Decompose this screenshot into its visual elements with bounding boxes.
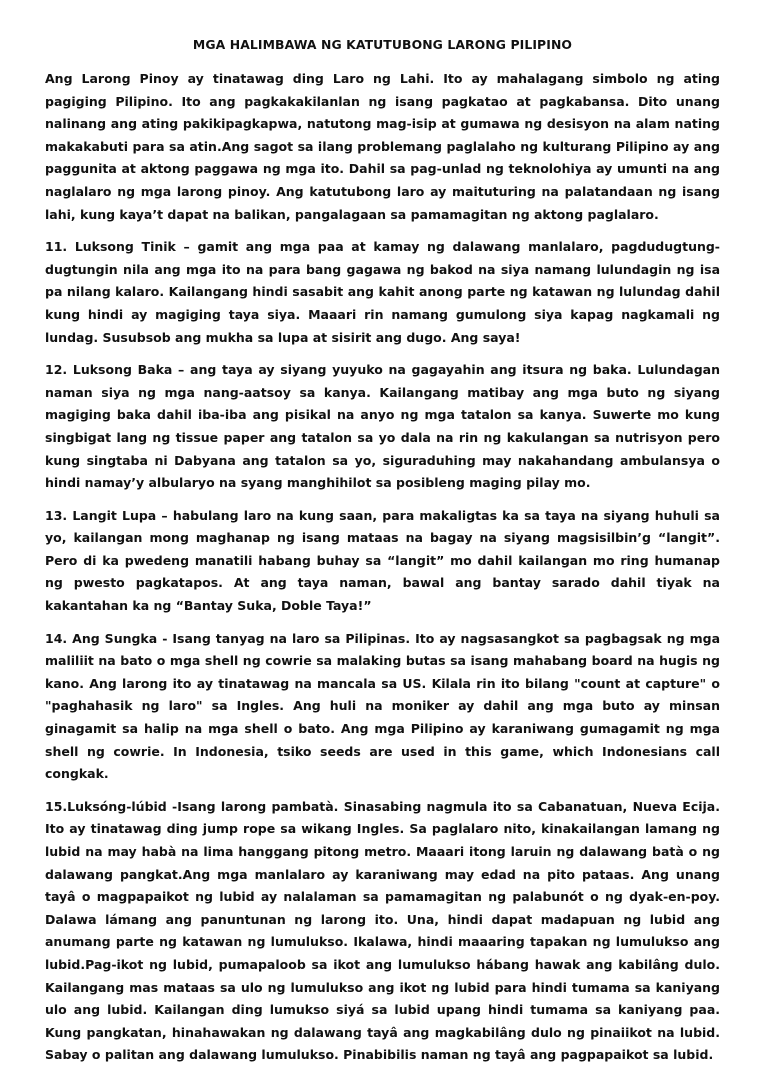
paragraph-luksong-lubid: 15.Luksóng-lúbid -Isang larong pambatà. Sinasabing nagmula ito sa Cabanatuan, Nueva Ecija. Ito ay tinatawag ding jump rope sa wikang Ingles. Sa paglalaro nito, kinakailangan lamang ng lubid na may habà na lima hanggang pitong metro. Maaari itong laruin ng dalawang batà o ng dalawang pangkat.Ang mga manlalaro ay karaniwang may edad na pito pataas. Ang unang tayâ o magpapaikot ng lubid ay nalalaman sa pamamagitan ng palabunót o ng dyak-en-poy. Dalawa lámang ang panuntunan ng larong ito. Una, hindi dapat madapuan ng lubid ang anumang parte ng katawan ng lumulukso. Ikalawa, hindi maaaring tapakan ng lumulukso ang lubid.Pag-ikot ng lubid, pumapaloob sa ikot ang lumulukso hábang hawak ang kabilâng dulo. Kailangang mas mataas sa ulo ng lumulukso ang ikot ng lubid para hindi tumama sa kaniyang ulo ang lubid. Kailangan ding lumukso siyá sa lubid upang hindi tumama sa kaniyang paa. Kung pangkatan, hinahawakan ng dalawang tayâ ang magkabilâng dulo ng pinaiikot na lubid. Sabay o palitan ang dalawang lumulukso. Pinabibilis naman ng tayâ ang pagpapaikot sa lubid. bbox=[45, 798, 720, 1063]
document-title: MGA HALIMBAWA NG KATUTUBONG LARONG PILIPINO bbox=[192, 37, 573, 52]
paragraph-luksong-tinik: 11. Luksong Tinik – gamit ang mga paa at kamay ng dalawang manlalaro, pagdudugtung-dugtungin nila ang mga ito na para bang gagawa ng bakod na siya namang lulundagin ng isa pa nilang kalaro. Kailangang hindi sasabit ang kahit anong parte ng katawan ng lulundag dahil kung hindi ay magiging taya siya. Maaari rin namang gumulong siya kapag nagkamali ng lundag. Susubsob ang mukha sa lupa at sisirit ang dugo. Ang saya! bbox=[45, 239, 720, 345]
paragraph-langit-lupa: 13. Langit Lupa – habulang laro na kung saan, para makaligtas ka sa taya na siyang huhuli sa yo, kailangan mong maghanap ng isang mataas na bagay na siyang magsisilbin’g “langit”. Pero di ka pwedeng manatili habang buhay sa “langit” mo dahil kailangan mo ring humanap ng pwesto pagkatapos. At ang taya naman, bawal ang bantay sarado dahil tiyak na kakantahan ka ng “Bantay Suka, Doble Taya!” bbox=[45, 507, 720, 614]
paragraph-luksong-baka: 12. Luksong Baka – ang taya ay siyang yuyuko na gagayahin ang itsura ng baka. Lulundagan naman siya ng mga nang-aatsoy sa kanya. Kailangang matibay ang mga buto ng siyang magiging baka dahil iba-iba ang pisikal na anyo ng mga tatalon sa kanya. Suwerte mo kung singbigat lang ng tissue paper ang tatalon sa yo dala na rin ng kakulangan sa nutrisyon pero kung singtaba ni Dabyana ang tatalon sa yo, siguraduhing may nakahandang ambulansya o hindi namay’y albularyo na syang manghihilot sa posibleng maging pilay mo. bbox=[45, 362, 720, 491]
intro-paragraph: Ang Larong Pinoy ay tinatawag ding Laro ng Lahi. Ito ay mahalagang simbolo ng ating pagiging Pilipino. Ito ang pagkakakilanlan ng isang pagkatao at pagkabansa. Dito unang nalinang ang ating pakikipagkapwa, natutong mag-isip at gumawa ng desisyon na alam nating makakabuti para sa atin.Ang sagot sa ilang problemang paglalaho ng kulturang Pilipino ay ang paggunita at aktong paggawa ng mga ito. Dahil sa pag-unlad ng teknolohiya ay umunti na ang naglalaro ng mga larong pinoy. Ang katutubong laro ay maituturing na palatandaan ng isang lahi, kung kaya’t dapat na balikan, pangalagaan sa pamamagitan ng aktong paglalaro. bbox=[45, 71, 720, 222]
paragraph-sungka: 14. Ang Sungka - Isang tanyag na laro sa Pilipinas. Ito ay nagsasangkot sa pagbagsak ng mga maliliit na bato o mga shell ng cowrie sa malaking butas sa isang mahabang board na hugis ng kano. Ang larong ito ay tinatawag na mancala sa US. Kilala rin ito bilang "count at capture" o "paghahasik ng laro" sa Ingles. Ang huli na moniker ay dahil ang mga buto ay minsan ginagamit sa halip na mga shell o bato. Ang mga Pilipino ay karaniwang gumagamit ng mga shell ng cowrie. In Indonesia, tsiko seeds are used in this game, which Indonesians call congkak. bbox=[45, 630, 720, 782]
